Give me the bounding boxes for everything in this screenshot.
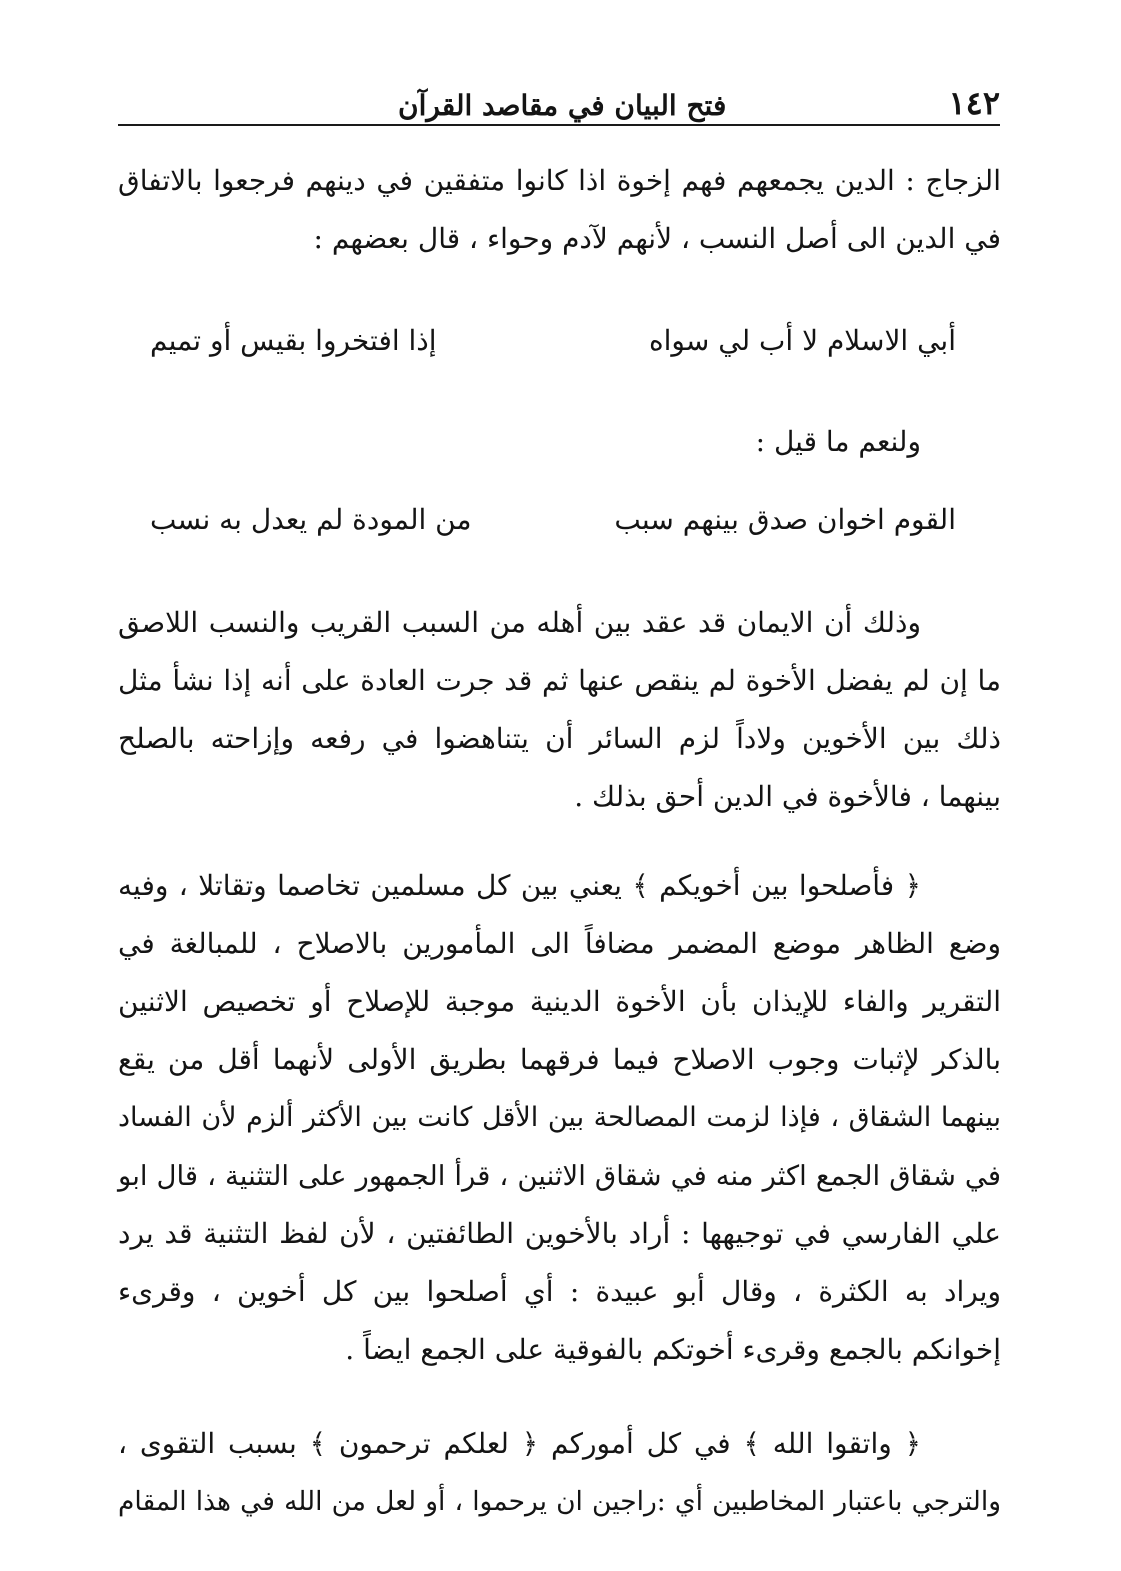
text-line: الزجاج : الدين يجمعهم فهم إخوة اذا كانوا متفقين في دينهم فرجعوا بالاتفاق: [118, 164, 1001, 197]
header-rule: [118, 124, 1000, 126]
text-line: بالذكر لإثبات وجوب الاصلاح فيما فرقهما بطريق الأولى لأنهما أقل من يقع: [118, 1043, 1001, 1076]
verse-first-hemistich: أبي الاسلام لا أب لي سواه: [648, 324, 956, 357]
text-line: ذلك بين الأخوين ولاداً لزم السائر أن يتناهضوا في رفعه وإزاحته بالصلح: [118, 722, 1001, 755]
text-line: بينهما الشقاق ، فإذا لزمت المصالحة بين الأقل كانت بين الأكثر ألزم لأن الفساد: [118, 1102, 1001, 1133]
text-line: في الدين الى أصل النسب ، لأنهم لآدم وحواء ، قال بعضهم :: [313, 222, 1001, 255]
text-line: ﴿ واتقوا الله ﴾ في كل أموركم ﴿ لعلكم ترحمون ﴾ بسبب التقوى ،: [118, 1427, 921, 1460]
text-line: علي الفارسي في توجيهها : أراد بالأخوين الطائفتين ، لأن لفظ التثنية قد يرد: [118, 1217, 1001, 1250]
text-line: ويراد به الكثرة ، وقال أبو عبيدة : أي أصلحوا بين كل أخوين ، وقرىء: [118, 1275, 1001, 1308]
text-line: والترجي باعتبار المخاطبين أي :راجين ان يرحموا ، أو لعل من الله في هذا المقام: [118, 1486, 1001, 1517]
page-number: ١٤٢: [948, 84, 1000, 122]
verse-second-hemistich: من المودة لم يعدل به نسب: [150, 503, 472, 536]
text-line: التقرير والفاء للإيذان بأن الأخوة الدينية موجبة للإصلاح أو تخصيص الاثنين: [118, 985, 1001, 1018]
text-line: وذلك أن الايمان قد عقد بين أهله من السبب القريب والنسب اللاصق: [118, 606, 921, 639]
page-header: [118, 78, 1000, 122]
text-line: بينهما ، فالأخوة في الدين أحق بذلك .: [574, 780, 1001, 813]
verse-line: [150, 498, 956, 542]
verse-first-hemistich: القوم اخوان صدق بينهم سبب: [614, 503, 956, 536]
text-line: ما إن لم يفضل الأخوة لم ينقص عنها ثم قد جرت العادة على أنه إذا نشأ مثل: [118, 664, 1001, 697]
running-title: فتح البيان في مقاصد القرآن: [398, 89, 727, 122]
text-line: إخوانكم بالجمع وقرىء أخوتكم بالفوقية على الجمع ايضاً .: [345, 1333, 1001, 1366]
text-line: في شقاق الجمع اكثر منه في شقاق الاثنين ، قرأ الجمهور على التثنية ، قال ابو: [118, 1160, 1001, 1192]
verse-line: [150, 319, 956, 363]
verse-second-hemistich: إذا افتخروا بقيس أو تميم: [150, 324, 437, 357]
verse-intro: ولنعم ما قيل :: [755, 425, 921, 458]
text-line: ﴿ فأصلحوا بين أخويكم ﴾ يعني بين كل مسلمين تخاصما وتقاتلا ، وفيه: [118, 869, 921, 902]
text-line: وضع الظاهر موضع المضمر مضافاً الى المأمورين بالاصلاح ، للمبالغة في: [118, 927, 1001, 960]
